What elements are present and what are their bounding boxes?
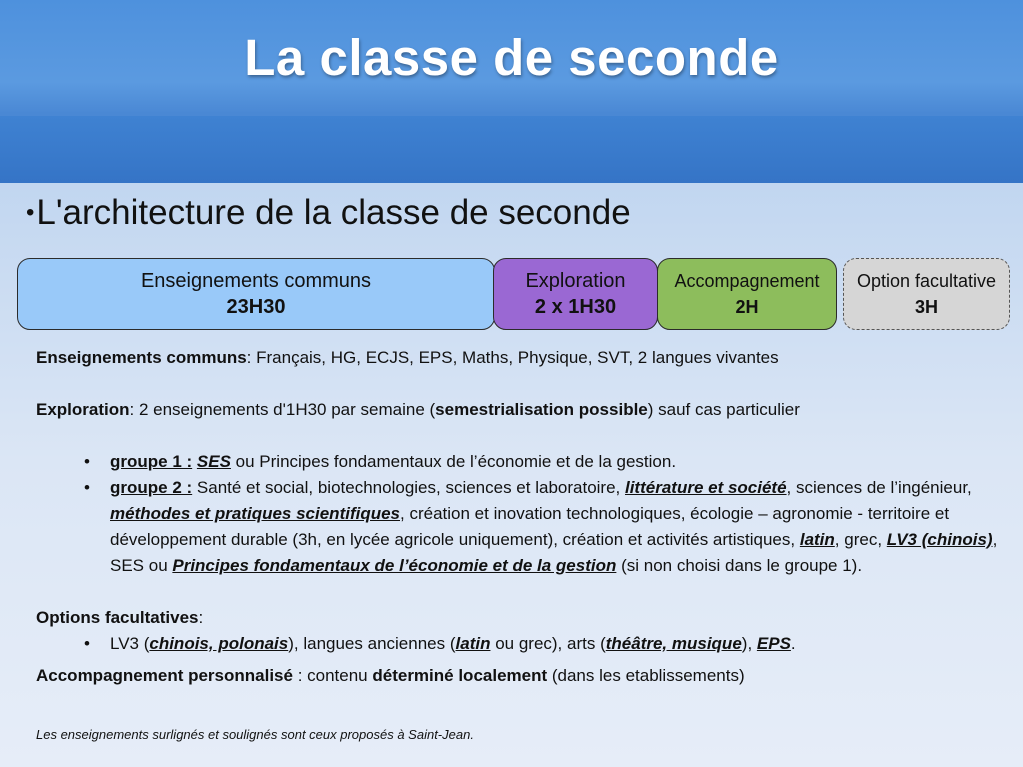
box-accompagnement-label: Accompagnement	[674, 271, 820, 291]
box-exploration	[493, 258, 658, 330]
group2-label: groupe 2 :	[110, 478, 193, 497]
group2-text: (si non choisi dans le groupe 1).	[616, 556, 863, 575]
box-accompagnement	[657, 258, 837, 330]
options-text: LV3 (	[110, 634, 150, 653]
options-highlight: EPS	[756, 634, 791, 653]
accomp-line	[36, 663, 1011, 689]
common-line	[36, 345, 1011, 371]
group1-item	[36, 449, 1011, 475]
accomp-text1: : contenu	[292, 666, 373, 685]
sub-bullet-mark: •	[84, 478, 90, 497]
options-highlight: latin	[455, 634, 491, 653]
box-option-label: Option facultative	[856, 271, 997, 291]
group1-ses: SES	[196, 452, 231, 471]
group2-text: , sciences de l’ingénieur,	[786, 478, 972, 497]
options-highlight: théâtre, musique	[605, 634, 742, 653]
exploration-bold: semestrialisation possible	[435, 400, 648, 419]
box-exploration-value: 2 x 1H30	[534, 296, 617, 318]
options-label: Options facultatives	[36, 608, 199, 627]
box-common-label: Enseignements communs	[140, 270, 372, 292]
common-label: Enseignements communs	[36, 348, 247, 367]
options-text: ), langues anciennes (	[288, 634, 456, 653]
group2-text: Santé et social, biotechnologies, sciences et laboratoire,	[192, 478, 625, 497]
group2-item	[36, 475, 1011, 579]
group2-highlight: LV3 (chinois)	[886, 530, 993, 549]
content-body	[36, 345, 1011, 689]
box-common-value: 23H30	[226, 296, 286, 318]
accomp-label: Accompagnement personnalisé	[36, 666, 293, 685]
options-colon: :	[198, 608, 204, 627]
options-line	[36, 605, 1011, 631]
accomp-bold: déterminé localement	[372, 666, 548, 685]
options-item	[36, 631, 1011, 657]
group1-text: ou Principes fondamentaux de l’économie et de la gestion.	[230, 452, 677, 471]
group2-highlight: littérature et société	[624, 478, 787, 497]
footnote: Les enseignements surlignés et soulignés sont ceux proposés à Saint-Jean.	[36, 727, 474, 742]
group2-text: , création et inovation technologiques, écologie – agronomie - territoire et développement durable (3h, en lycée agricole uniquement), création et activités artistiques,	[110, 504, 950, 549]
box-accompagnement-value: 2H	[735, 297, 759, 317]
group2-highlight: méthodes et pratiques scientifiques	[110, 504, 401, 523]
accomp-text2: (dans les etablissements)	[547, 666, 745, 685]
group2-text: , grec,	[834, 530, 887, 549]
group1-label: groupe 1 :	[110, 452, 193, 471]
group2-highlight: latin	[799, 530, 835, 549]
main-bullet	[26, 193, 631, 233]
exploration-text2: ) sauf cas particulier	[647, 400, 800, 419]
group2-highlight: Principes fondamentaux de l’économie et de la gestion	[172, 556, 617, 575]
group2-text: , SES ou	[110, 530, 998, 575]
main-bullet-text: L'architecture de la classe de seconde	[36, 193, 631, 232]
exploration-line	[36, 397, 1011, 423]
bullet-mark: •	[26, 199, 35, 226]
sub-bullet-mark: •	[84, 634, 90, 653]
box-option-value: 3H	[914, 297, 938, 317]
common-text: : Français, HG, ECJS, EPS, Maths, Physique, SVT, 2 langues vivantes	[246, 348, 779, 367]
options-text: .	[790, 634, 796, 653]
sub-bullet-mark: •	[84, 452, 90, 471]
options-text: ),	[741, 634, 757, 653]
box-common	[17, 258, 495, 330]
options-highlight: chinois, polonais	[149, 634, 289, 653]
header-band	[0, 116, 1023, 183]
box-option	[843, 258, 1010, 330]
slide-title: La classe de seconde	[244, 29, 779, 86]
options-text: ou grec), arts (	[490, 634, 606, 653]
exploration-label: Exploration	[36, 400, 130, 419]
box-exploration-label: Exploration	[525, 270, 626, 292]
exploration-text1: : 2 enseignements d'1H30 par semaine (	[129, 400, 436, 419]
